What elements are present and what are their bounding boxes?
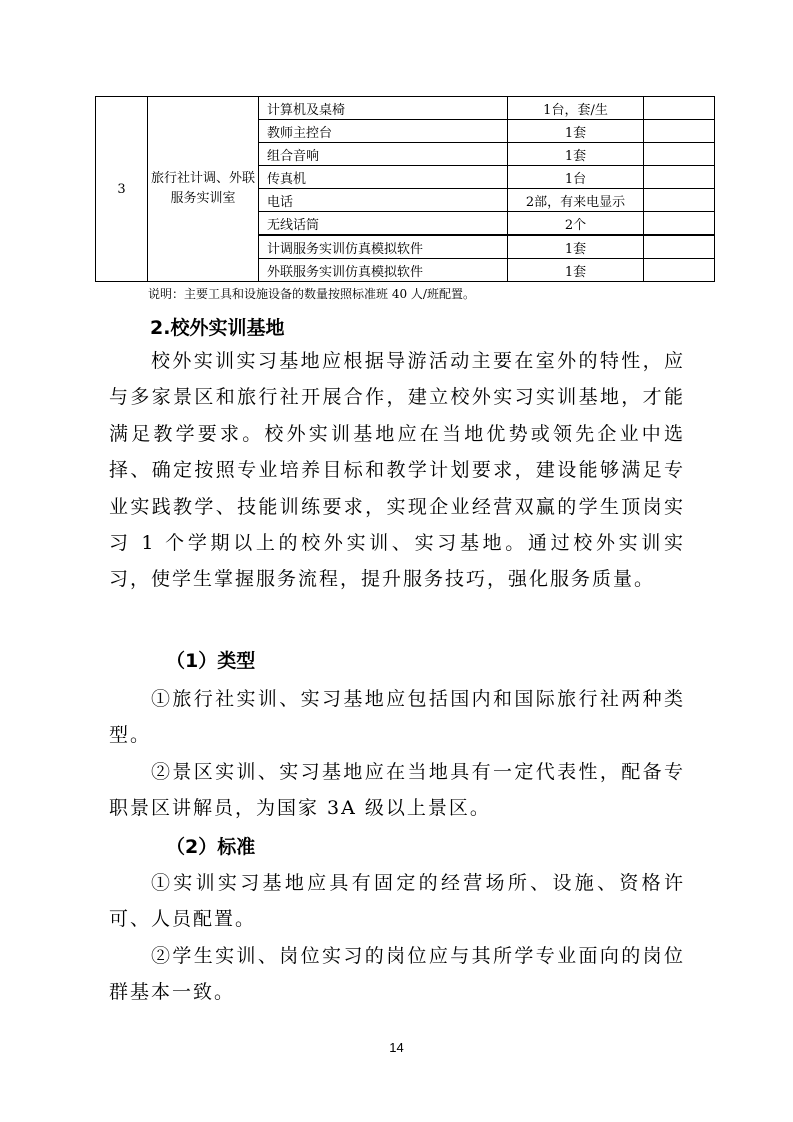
table-row: [96, 97, 715, 120]
qty-cell: 2个: [508, 212, 644, 236]
qty-cell: 1套: [508, 235, 644, 259]
qty-cell: 1台，套/生: [508, 97, 644, 120]
note-cell: [644, 235, 715, 259]
section-title: 2.校外实训基地: [150, 317, 285, 339]
item-cell: 无线话筒: [259, 212, 508, 236]
item-cell: 组合音响: [259, 143, 508, 166]
row-number: 3: [96, 97, 148, 282]
equipment-table: [95, 96, 715, 282]
item-cell: 外联服务实训仿真模拟软件: [259, 259, 508, 282]
type-paragraph-1: ①旅行社实训、实习基地应包括国内和国际旅行社两种类型。: [109, 688, 685, 747]
type-paragraph-2: ②景区实训、实习基地应在当地具有一定代表性，配备专职景区讲解员，为国家 3A 级以上景区。: [109, 761, 685, 820]
qty-cell: 1套: [508, 143, 644, 166]
qty-cell: 1套: [508, 120, 644, 143]
item-cell: 传真机: [259, 166, 508, 189]
subsection-title-type: （1）类型: [166, 650, 256, 672]
note-cell: [644, 120, 715, 143]
standard-paragraph-1: ①实训实习基地应具有固定的经营场所、设施、资格许可、人员配置。: [109, 872, 685, 931]
item-cell: 电话: [259, 189, 508, 212]
item-cell: 教师主控台: [259, 120, 508, 143]
room-name: 旅行社计调、外联服务实训室: [148, 97, 259, 282]
item-cell: 计算机及桌椅: [259, 97, 508, 120]
standard-paragraph-2: ②学生实训、岗位实习的岗位应与其所学专业面向的岗位群基本一致。: [109, 945, 685, 1004]
qty-cell: 2部，有来电显示: [508, 189, 644, 212]
note-cell: [644, 259, 715, 282]
note-cell: [644, 189, 715, 212]
note-cell: [644, 166, 715, 189]
note-cell: [644, 143, 715, 166]
page-number: 14: [389, 1040, 404, 1055]
table-note: 说明：主要工具和设施设备的数量按照标准班 40 人/班配置。: [148, 287, 475, 301]
qty-cell: 1台: [508, 166, 644, 189]
subsection-title-standard: （2）标准: [166, 836, 256, 858]
note-cell: [644, 212, 715, 236]
intro-paragraph: 校外实训实习基地应根据导游活动主要在室外的特性，应与多家景区和旅行社开展合作，建立校外实习实训基地，才能满足教学要求。校外实训基地应在当地优势或领先企业中选择、确定按照专业培养目标和教学计划要求，建设能够满足专业实践教学、技能训练要求，实现企业经营双赢的学生顶岗实习 1 个学期以上的校外实训、实习基地。通过校外实训实习，使学生掌握服务流程，提升服务技巧，强化服务质量。: [109, 350, 685, 591]
note-cell: [644, 97, 715, 120]
qty-cell: 1套: [508, 259, 644, 282]
item-cell: 计调服务实训仿真模拟软件: [259, 235, 508, 259]
